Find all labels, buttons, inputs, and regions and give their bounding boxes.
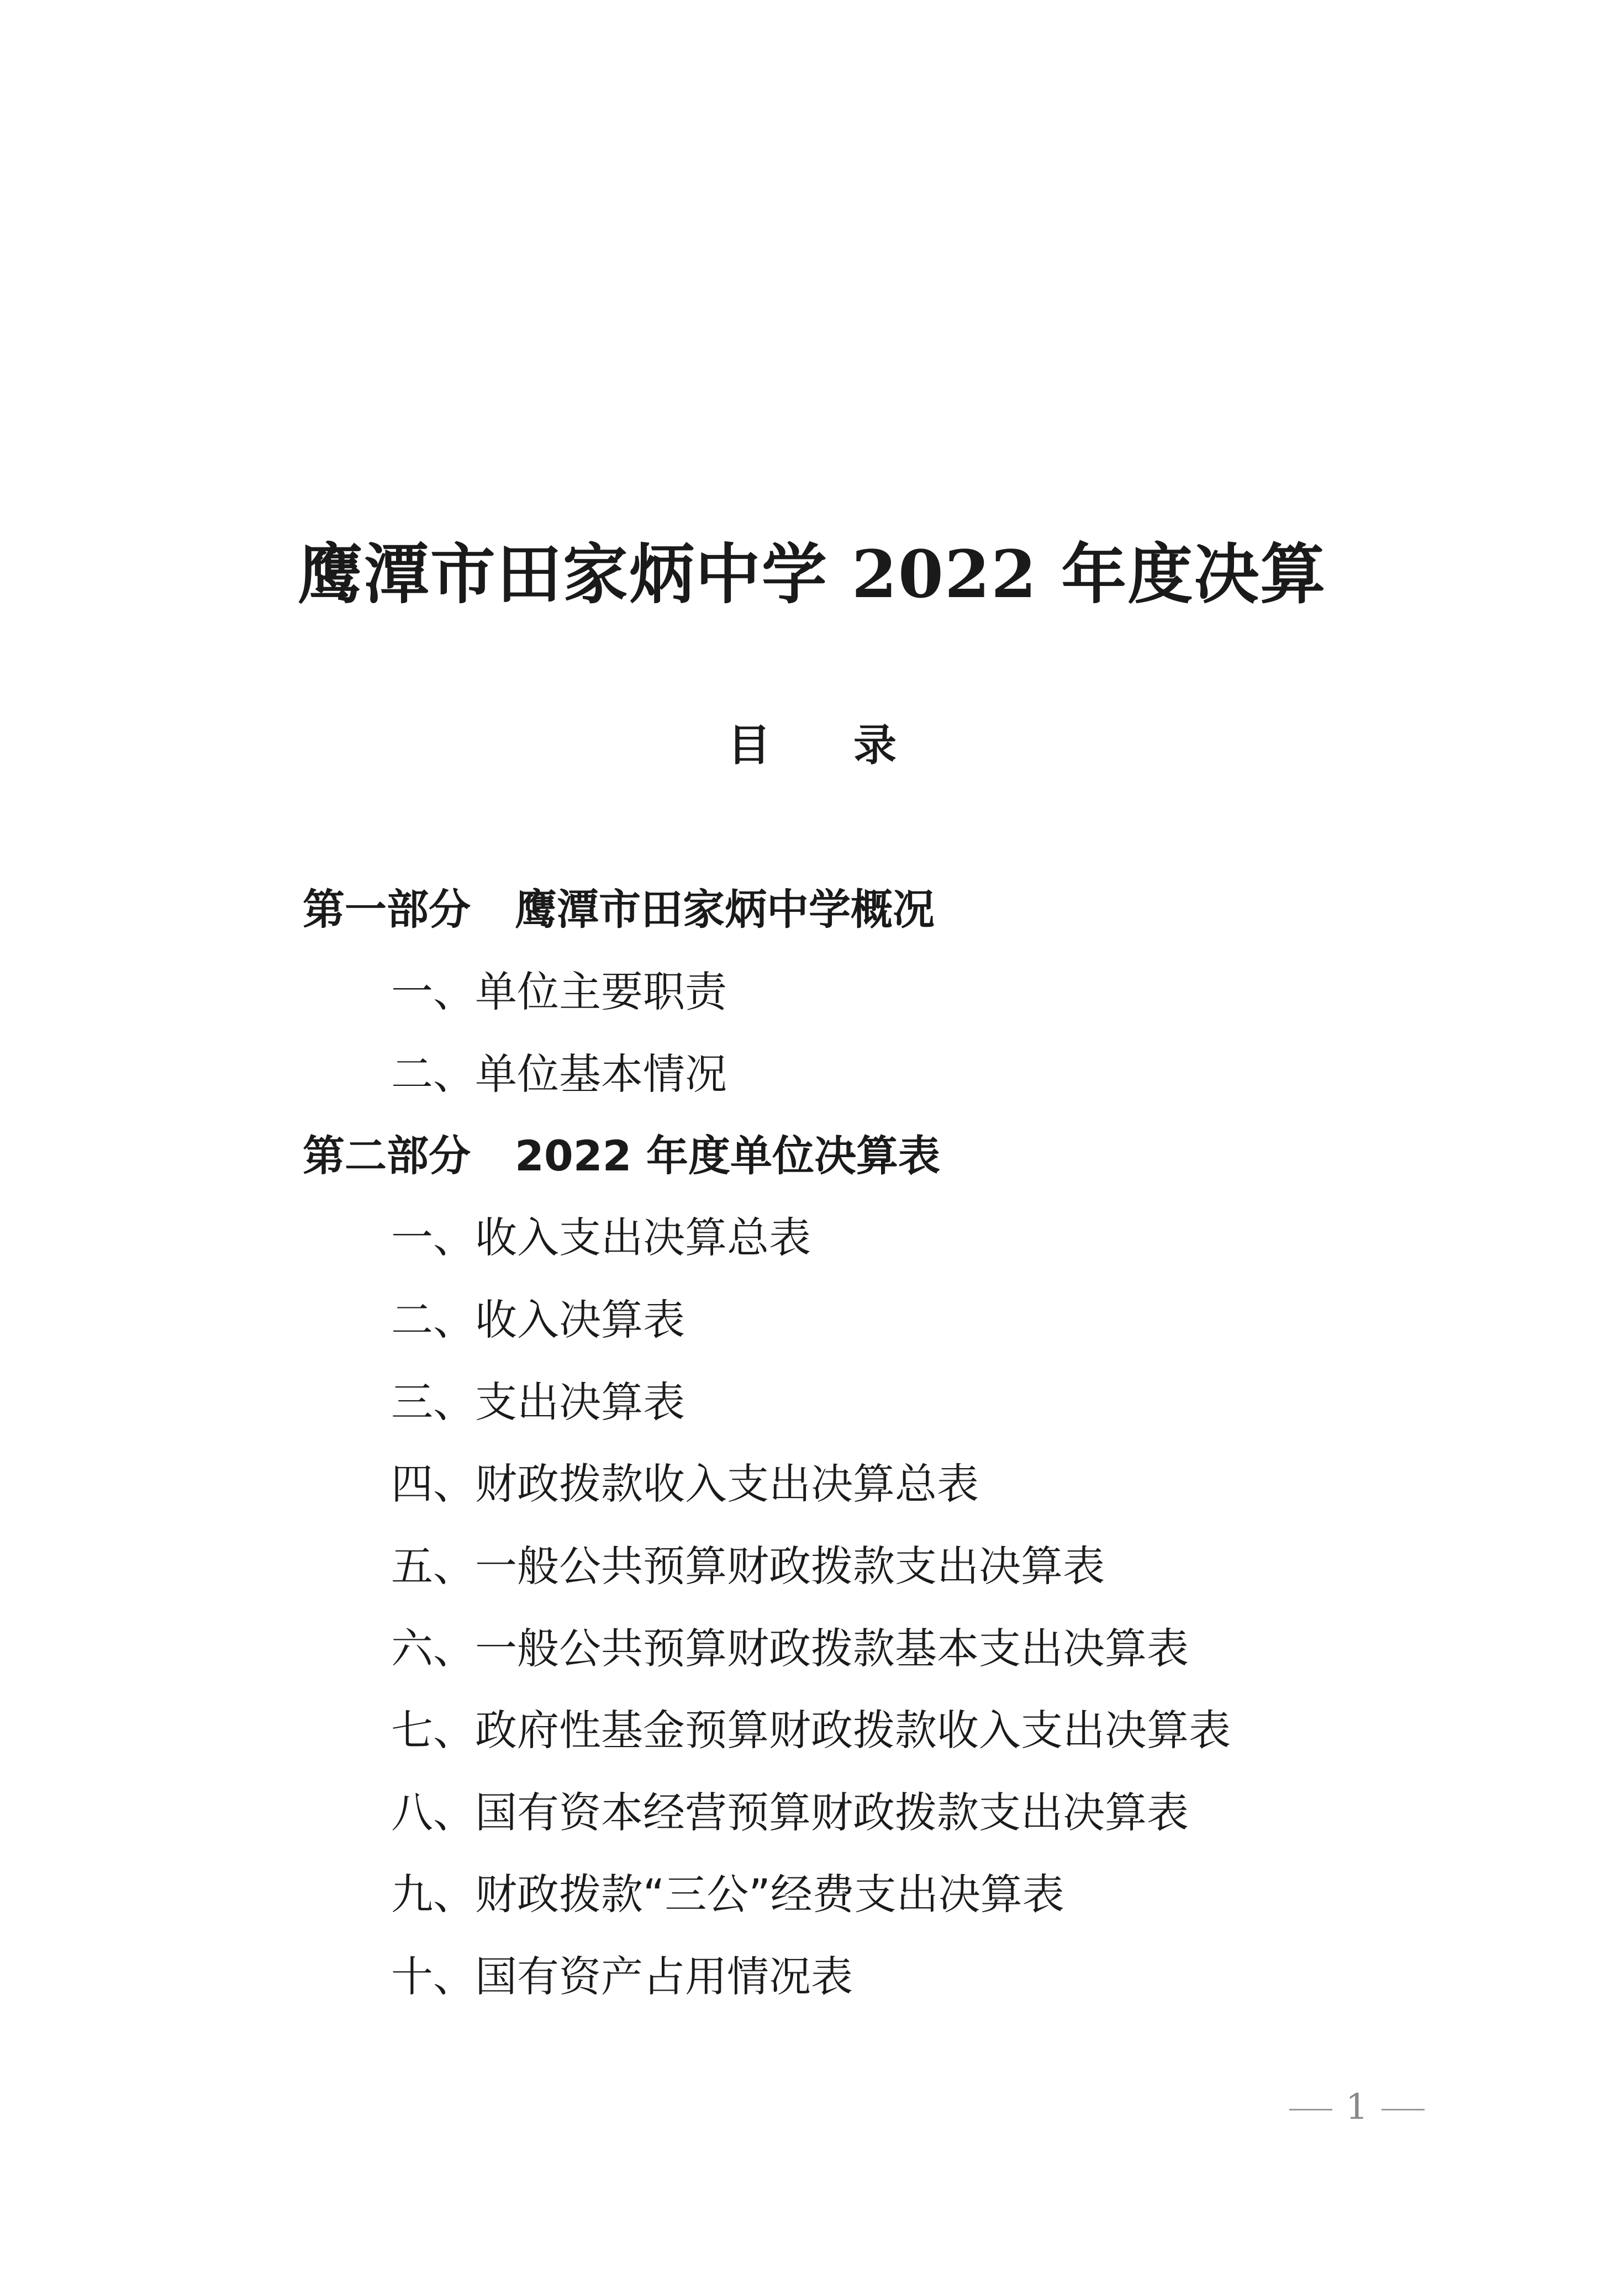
page-number-value: 1	[1346, 2087, 1368, 2128]
page-number-dash-right	[1382, 2109, 1425, 2110]
toc-item[interactable]: 四、财政拨款收入支出决算总表	[391, 1459, 979, 1508]
toc-heading: 目录	[727, 721, 979, 771]
toc-item[interactable]: 一、单位主要职责	[391, 967, 727, 1016]
document-title: 鹰潭市田家炳中学 2022 年度决算	[297, 536, 1327, 613]
toc-item[interactable]: 六、一般公共预算财政拨款基本支出决算表	[391, 1624, 1189, 1673]
toc-part-2-label: 第二部分	[303, 1131, 471, 1180]
page-number-dash-left	[1289, 2109, 1332, 2110]
toc-item[interactable]: 一、收入支出决算总表	[391, 1213, 811, 1262]
page-number	[1276, 2082, 1438, 2132]
toc-part-1[interactable]	[303, 879, 935, 940]
toc-item[interactable]: 十、国有资产占用情况表	[391, 1952, 853, 2001]
toc-part-2-title: 2022 年度单位决算表	[515, 1131, 940, 1180]
toc-item[interactable]: 二、收入决算表	[391, 1295, 685, 1344]
toc-item[interactable]: 三、支出决算表	[391, 1378, 685, 1427]
toc-item[interactable]: 七、政府性基金预算财政拨款收入支出决算表	[391, 1706, 1231, 1755]
toc-item[interactable]: 八、国有资本经营预算财政拨款支出决算表	[391, 1788, 1189, 1837]
toc-item[interactable]: 二、单位基本情况	[391, 1049, 727, 1099]
toc-part-1-title: 鹰潭市田家炳中学概况	[515, 885, 935, 934]
toc-part-1-label: 第一部分	[303, 885, 471, 934]
toc-part-2[interactable]	[303, 1126, 940, 1186]
toc-item[interactable]: 九、财政拨款“三公”经费支出决算表	[391, 1870, 1064, 1919]
toc-item[interactable]: 五、一般公共预算财政拨款支出决算表	[391, 1542, 1105, 1591]
